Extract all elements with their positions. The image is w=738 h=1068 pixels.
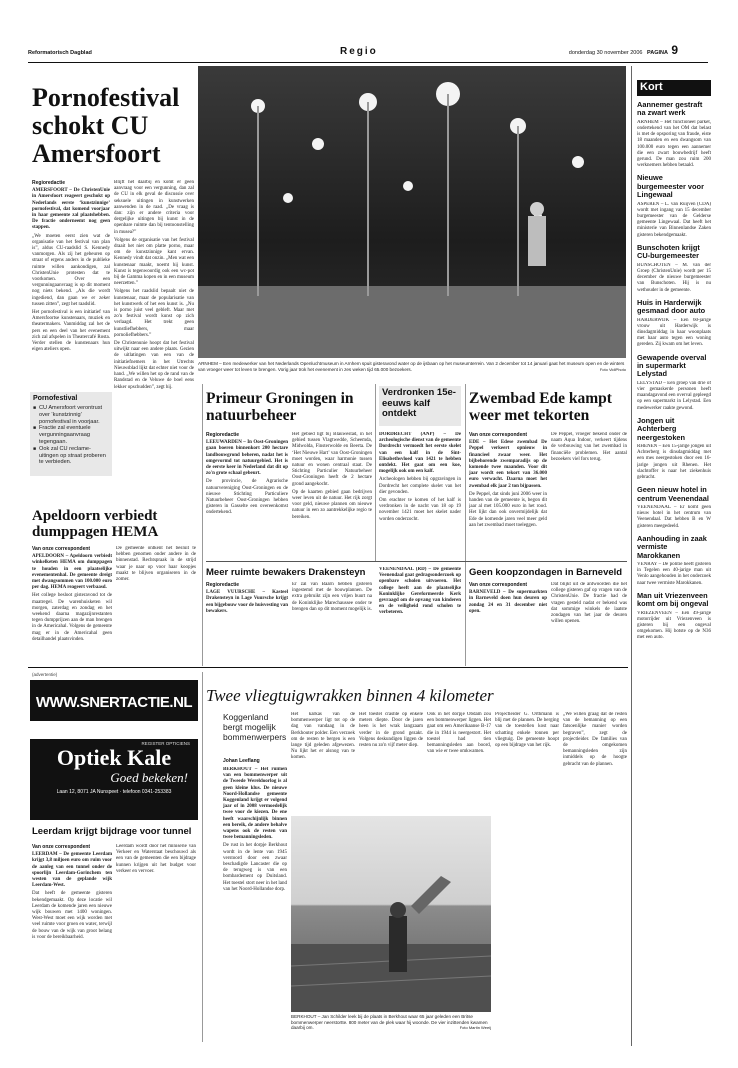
leerdam-col2 (116, 844, 196, 1034)
main-p4: Volgens de organisatie van het festival draait het niet om platte porno, maar om de kunstzinnige kant ervan. Kennedy vindt dat onzin. „Men wat een kunstenaar maakt, noemt hij kunst. Kunst is tegenwoordig ook een wc-pot bij de Gamma kopen en in een museum neerzetten.” (114, 237, 194, 287)
koopzondagen-kicker: Van onze correspondent (469, 582, 528, 588)
leerdam-p2: Leerdam wordt door het miniserie van Verkeer en Waterstaat beschouwd als een van de gemeenten die een bijdrage kunnen krijgen uit het budget voor verkeer en vervoer. (116, 844, 196, 874)
vliegtuig-col3 (359, 712, 423, 812)
leerdam-kicker: Van onze correspondent (32, 844, 91, 850)
kort-item-text: VRIEZENVEEN – Een 49-jarige motorrijder uit Vriezenveen is gisteren bij een ongeval omgekomen. Hij botste op de N36 met een auto. (637, 610, 711, 641)
verdronken-box (379, 386, 461, 426)
kort-item (637, 174, 711, 238)
photo2-caption-text: BERKHOUT – Jan Schilder leek bij de plaats in Berkhout waar 65 jaar geleden een Britse bommenwerper neerstortte. 800 meter van de plek waar hij woonde. De vier inzittenden kwamen daarbij om. (291, 1014, 488, 1031)
photo1-caption-text: ARNHEM – Een medewerker van het Nederlands Openluchtmuseum in Arnhem spuit gisteravond water op de ijsbaan op het museumterrein. Van 2 december tot 14 januari gaat het museum open en de winters van vroeger weer tot leven te brengen. Vorig jaar trok het evenement in zes weken tijd 65.000 bezoekers. (198, 361, 625, 372)
bewakers-kicker: Regioredactie (206, 582, 240, 588)
primeur-lead: LEEUWARDEN – In Oost-Groningen gaan boeren binnenkort 200 hectare landbouwgrond beheren, nadat het is omgevormd tot natuurgebied. Het is de eerste keer in Nederland dat dit op zo'n grote schaal gebeurt. (206, 440, 288, 477)
apeldoorn-p2: De gemeente ontkent het besluit te hebben genomen onder andere in de binnenstad. Rechtspraak in de strijd waar je naar op voor haar koopjes maakt te blijven organiseren in de zomer. (116, 546, 196, 583)
kort-item (637, 417, 711, 481)
zwembad-col1 (469, 432, 547, 556)
photo1-caption (198, 361, 626, 381)
kort-item-text: RHENEN – Een 15-jarige jongen uit Achterberg is dinsdagmiddag met een mes neergestoken door een 16-jarige jongen uit Rhenen. Het slachtoffer is naar het ziekenhuis gebracht. (637, 443, 711, 480)
photo2-caption (291, 1014, 491, 1042)
polder-photo (291, 816, 491, 1012)
koopzondagen-lead: BARNEVELD – De supermarkten in Barneveld doen hun deuren op zondag 24 en 31 december niet open. (469, 590, 547, 614)
koopzondagen-p1: Dat blijkt uit de antwoorden die het college gisteren gaf op vragen van de ChristenUnie. De fractie had de vragen gesteld nadat er bekend was dat sommige winkels de laatste zondagen van het jaar de deuren willen openen. (551, 582, 627, 625)
zwembad-kicker: Van onze correspondent (469, 432, 528, 438)
kort-sidebar (637, 80, 711, 1046)
ice-rink-illustration (198, 66, 626, 358)
vliegtuig-col1 (223, 767, 287, 1047)
zwembad-headline: Zwembad Ede kampt weer met tekorten (469, 390, 612, 424)
vliegtuig-byline: Johan Leeflang (223, 758, 260, 764)
primeur-kicker: Regioredactie (206, 432, 240, 438)
vliegtuig-p6: „We willen graag dat de resten van de bemanning op een fatsoenlijke manier worden begraven”, zegt de projectleider. De families van de omgekomen bemanningsleden zijn inmiddels op de hoogte gebracht van de plannen. (563, 712, 627, 767)
vliegtuig-col2 (291, 712, 355, 812)
infobox (30, 392, 112, 476)
main-article-col1 (32, 180, 110, 390)
advert-site: WWW.SNERTACTIE.NL (35, 694, 193, 711)
kort-item-text: BUNSCHOTEN – M. van der Groep (ChristenUnie) wordt per 15 december de nieuwe burgemeester van Bunschoten. Hij is nu wethouder in de gemeente. (637, 262, 711, 293)
bewakers-p1: Er zal van Baarn hebben gisteren ingestemd met de bouwplannen. De extra gebruikt zijn een vrijen buurt na de Koninklijke Marechaussee onder te brengen dan op dit moment mogelijk is. (292, 582, 372, 612)
date-text: donderdag 30 november 2006 (568, 50, 643, 56)
advert-name: Optiek Kale (56, 745, 172, 770)
infobox-title: Pornofestival (33, 395, 78, 402)
apeldoorn-lead: APELDOORN – Apeldoorn verbiedt winkelketen HEMA om dumppagen te houden in een plaatselijke evenementenhal. De gemeente dreigt met dwangsommen van 100.000 euro per dag. HEMA reageert verbaasd. (32, 554, 112, 591)
zwembad-p1: De Peppel, dat sinds juni 2006 weer in handen van de gemeente is, begon dit jaar al met 105.000 euro in het rood. Het lijkt dan ook onvermijdelijk dat Ede de komende jaren veel meer geld aan het zwembad moet toeleggen. (469, 491, 547, 528)
vliegtuig-p1: De rust in het dorpje Berkhout wordt in de lente van 1945 verstoord door een zwaar beschadigde Lancaster die op de terugweg is van een bombardement op Duitsland. Het toestel stort neer in het land van het Noord-Hollandse dorp. (223, 843, 287, 892)
sidebar-divider (631, 66, 632, 1046)
page-number: 9 (671, 43, 678, 57)
vliegtuig-p2: Het karkas van de bommenwerper ligt tot op de dag van vandaag in de Berkhouter polder. Een verzoek om de resten te bergen is een lange tijd geleden afgewezen. Nu lijkt het er alsnog van te komen. (291, 712, 355, 761)
primeur-col1 (206, 432, 288, 556)
bewakers-col2 (292, 582, 372, 662)
main-p1: „We moeten eerst zien wat de organisatie van het festival van plan is”, aldus CU-raadslid S. Kennedy vanmorgen. Als zij het gebeuren op straat of ergens anders in de publieke ruimte willen aankondigen, zal ChristenUnie protesten dat te voorkomen. Over een vergunningaanvraag is op dit moment nog niets bekend. „Als die wordt ingediend, dan gaan we er zeker tussen zitten”, zegt het raadslid. (32, 233, 110, 307)
kort-item-text: VENRAY – De politie heeft gisteren in Tegelen een 40-jarige man uit Venlo aangehouden in het onderzoek naar twee vermiste Marokkanen. (637, 562, 711, 586)
kort-item-text: HARDERWIJK – Een 60-jarige vrouw uit Harderwijk is dinsdagmiddag in haar woonplaats met haar auto tegen een woning gereden. Zij kwam om het leven. (637, 317, 711, 348)
page-label: PAGINA (647, 50, 668, 56)
column-divider (202, 672, 203, 1042)
main-p5: Volgens het raadslid bepaalt niet de kunstenaar, maar de popularisatie van het kunstwerk of het een kunst is. „Nu is porno juist veel gebleft. Maar met zo'n festival wordt kunst op zich verlaagd. Het trekt geen kunstliefhebbers, maar pornoliefhebbers.” (114, 289, 194, 338)
main-lead: AMERSFOORT – De ChristenUnie in Amersfoort reageert geschokt op Nederlands eerste ‘kunstzinnige’ pornofestival, dat komend voorjaar in haar gemeente zal plaatshebben. De fractie onderneemt nog geen stappen. (32, 188, 110, 231)
vliegtuig-lead: BERKHOUT – Het ruimen van een bommenwerper uit de Tweede Wereldoorlog is al geen kleine klus. De nieuwe Noord-Hollandse gemeente Koggenland krijgt er volgend jaar of in 2008 vermoedelijk twee voor de kiezen. De ene heeft waarschijnlijk binnen een bereik, de andere behalve wapens ook de resten van twee bemanningsleden. (223, 767, 287, 841)
main-kicker: Regioredactie (32, 180, 66, 186)
verdronken-p2: Om erachter te komen of het kalf is verdronken in de nacht van 18 op 19 november 1421 moet het skelet nader worden onderzocht. (379, 498, 461, 522)
vliegtuig-headline: Twee vliegtuigwrakken binnen 4 kilometer (206, 686, 494, 705)
advert-address: Laan 12, 8071 JA Nunspeet · telefoon 0341-253383 (56, 789, 172, 795)
leerdam-p1: Dat heeft de gemeente gisteren bekendgemaakt. Op deze locatie wil Leerdam de komende jaren een nieuwe wijk bouwen met 1400 woningen. West-West moet een wijk worden met veel ruimte voor groen en water, terwijl de bouw van de wijk van groot belang is voor de bereikbaarheid. (32, 891, 112, 940)
kort-header (637, 80, 711, 96)
kort-item (637, 244, 711, 294)
advert-opticiens: REGISTER OPTICIENS (141, 741, 190, 746)
vliegtuig-col4 (427, 712, 491, 812)
vliegtuig-col6 (563, 712, 627, 1032)
bewakers-lead: LAGE VUURSCHE – Kasteel Drakensteyn in Lage Vuursche krijgt een bijgebouw voor de huisvesting van bewakers. (206, 590, 288, 614)
primeur-col2 (292, 432, 372, 556)
koopzondagen-col2 (551, 582, 627, 662)
kort-item-text: ARNHEM – Het functioneel parket, ondertekend van het OM dat belast is met de opsporing van fraude, eiste 18 maanden en een dwangsom van 100.000 euro tegen een aannemer die een zwart bouwbedrijf heeft gerund. De man zou ruim 200 werknemers hebben betaald. (637, 119, 711, 169)
kort-item-text: LELYSTAD – Een groep van drie of vier gemaskerde personen heeft maandagavond een overval gepleegd op een supermarkt in Lelystad. Een medewerker raakte gewond. (637, 380, 711, 411)
kort-item-heading: Nieuwe burgemeester voor Lingewaal (637, 173, 704, 200)
advertisement (30, 680, 198, 820)
primeur-p2: Het gebied ligt bij Blauwestad, in het gebied tussen Vlagtwedde, Scheemda, Midwolda, Finsterwolde en Beerta. De ‘Het Nieuwe Hart’ van Oost-Groningen moet worden, waar harmonie tussen natuur en wonen centraal staat. De Stichting Particulier Natuurbeheer Oost-Groningen heeft de 2 hectare grond aangekocht. (292, 432, 372, 487)
apeldoorn-col1 (32, 546, 112, 658)
header-date (569, 50, 668, 56)
column-divider (465, 384, 466, 666)
bewakers-headline: Meer ruimte bewakers Drakensteyn (206, 567, 366, 578)
vliegtuig-deck: Koggenland bergt mogelijk bommenwerpers (223, 712, 287, 742)
main-p6: De Christenunie hoopt dat het festival uitwijkt naar een andere plaats. Gezien de uitlatingen van een van de initiatiefnemers in het Utrechts Nieuwsblad lijkt dat echter niet voor de hand. „We willen het op de rand van de Randstad en de Veluwe de boel eens lekker opschudden”, zegt hij. (114, 341, 194, 390)
kort-item (637, 486, 711, 530)
kort-item-heading: Huis in Harderwijk gesmaad door auto (637, 297, 706, 316)
masthead-left: Reformatorisch Dagblad (28, 50, 92, 56)
advert-slogan: Goed bekeken! (110, 770, 188, 785)
infobox-item: ■ Ook zal CU reclame-uitingen op straat proberen te verbieden. (33, 446, 109, 466)
kort-item-heading: Geen nieuw hotel in centrum Veenendaal (637, 485, 709, 503)
bewakers-col1 (206, 582, 288, 662)
polder-illustration (291, 816, 491, 1012)
kort-title: Kort (640, 81, 663, 93)
kort-item-heading: Aannemer gestraft na zwart werk (637, 100, 703, 118)
kort-item (637, 535, 711, 587)
apeldoorn-headline: Apeldoorn verbiedt dumppagen HEMA (32, 508, 159, 540)
kort-item-text: ASPEREN – L. van Ruijven (CDA) wordt met ingang van 15 december burgemeester van de Gelderse gemeente Lingewaal. Dat heeft het ministerie van Binnenlandse Zaken gisteren bekendgemaakt. (637, 201, 711, 238)
kort-item-text: VEENENDAAL – Er komt geen nieuw hotel in het centrum van Veenendaal. Dat hebben B en W gisteren meegedeeld. (637, 505, 711, 529)
apeldoorn-p1: Het college besloot gisteravond tot de maatregel. De warenhuisketen wil morgen, zaterdag en zondag en het weekend daarna magazijnrestanten tegen dumpprijzen aan de man brengen in de Americahal. Volgens de gemeente mag er in de Americahal geen detailhandel plaatsvinden. (32, 593, 112, 642)
verdronken-lead: DORDRECHT (ANP) – De archeologische dienst van de gemeente Dordrecht vermoedt het eerste skelet van een kalf in de Sint-Elisabethsvloed van 1421 te hebben ontdekt. Het gaat om een koe, mogelijk ook om een kalf. (379, 432, 461, 475)
main-p2: Het pornofestival is een initiatief van Amersfoortse kunstenaars, muziek en theatermakers. Vanmiddag zal het de pers en een deel van het evenement zich zal afspelen in Theatercafé Rosta. Verder stellen de kunstenaars hun eigen ateliers open. (32, 310, 110, 353)
primeur-headline: Primeur Groningen in natuurbeheer (206, 390, 354, 424)
verdronken-text (379, 432, 461, 556)
vliegtuig-p5: Projectleider G. Orthmann is blij met de plannen. De berging van de toestellen kost naar schatting enkele tonnen per vliegtuig. De gemeente hoopt op een bijdrage van het rijk. (495, 712, 559, 749)
veenendaal-lead: VEENENDAAL (RD) – De gemeente Veenendaal gaat gedragsonderzoek op openbare scholen uitvoeren. Het college heeft aan de plaatselijke Koninklijke Gereformeerde Kerk gevraagd om de opvang van kinderen en de veiligheid rond scholen te verbeteren. (379, 567, 461, 616)
primeur-p1: De provincie, de Agrarische natuurvereniging Oost-Groningen en de nieuwe Stichting Particuliere Natuurbeheer Oost-Groningen hebben gisteren in Gasselte een overeenkomst ondertekend. (206, 479, 288, 516)
kort-item (637, 101, 711, 169)
leerdam-col1 (32, 844, 112, 1034)
zwembad-lead: EDE – Het Edese zwembad De Peppel verkeert opnieuw in financieel zwaar weer. Het bijbehorende zwemparadijs op de komende twee maanden. Voor dit jaar wordt een tekort van 36.000 euro verwacht. Daarna moet het zwembad elk jaar 2 ton bijpassen. (469, 440, 547, 489)
section-rule (28, 667, 628, 668)
header-rule (28, 62, 708, 63)
leerdam-headline: Leerdam krijgt bijdrage voor tunnel (32, 826, 192, 837)
kort-item (637, 299, 711, 349)
leerdam-lead: LEERDAM – De gemeente Leerdam krijgt 3,8 miljoen euro om ruim voor de aanleg van een tunnel onder de spoorlijn Leerdam-Gorinchem ten westen van de geplande wijk Leerdam-West. (32, 852, 112, 889)
apeldoorn-col2 (116, 546, 196, 658)
kort-item-heading: Jongen uit Achterberg neergestoken (637, 415, 686, 442)
section-rule (206, 561, 627, 562)
main-headline: Pornofestival schokt CU Amersfoort (32, 83, 180, 168)
verdronken-p1: Archeologen hebben bij opgravingen in Dordrecht het complete skelet van het dier gevonden. (379, 477, 461, 495)
kort-item (637, 354, 711, 412)
photo1-credit: Foto VidiPhoto (599, 366, 626, 372)
apeldoorn-kicker: Van onze correspondent (32, 546, 91, 552)
primeur-p3: Op de kaarten gebied gaan bedrijven weer leven uit de natuur. Het rijk zorgt voor geld, nieuwe plannen om nieuwe natuur in een zo aantrekkelijke regio te bereiken. (292, 489, 372, 520)
kort-item-heading: Aanhouding in zaak vermiste Marokkanen (637, 533, 707, 560)
column-divider (202, 384, 203, 666)
main-p3: Blijft het daarbij en komt er geen aanvraag voor een vergunning, dan zal de CU in elk geval de discussie over seksuele uitingen in kunstwerken aanwenden in de raad. „De vraag is dan: zijn er andere criteria voor dergelijke uitingen bij kunst in de openbare ruimte dan bij tentoonstelling in musea?” (114, 180, 194, 235)
kort-item-heading: Man uit Vriezenveen komt om bij ongeval (637, 590, 709, 609)
koopzondagen-headline: Geen koopzondagen in Barneveld (469, 567, 623, 578)
kort-item (637, 592, 711, 642)
column-divider (375, 384, 376, 562)
photo2-credit: Foto Martin Weeij (459, 1025, 491, 1031)
kort-item-heading: Bunschoten krijgt CU-burgemeester (637, 242, 700, 261)
main-article-col2 (114, 180, 194, 470)
advert-tag: (advertentie) (32, 672, 58, 677)
vliegtuig-p4: Ook in het dorpje Obdam zou een bommenwerper liggen. Het gaat om een Amerikaanse B-17 die in 1944 is neergestort. Het toestel had tien bemanningsleden aan boord, van wie er twee omkwamen. (427, 712, 491, 755)
advert-divider (30, 721, 198, 739)
infobox-item: ■ CU Amersfoort verontrust over ‘kunstzinnig’ pornofestival in voorjaar. (33, 405, 109, 425)
veenendaal-text (379, 567, 461, 662)
zwembad-p2: De Peppel, vroeger bekend onder de naam Aqua Indoor, verkeert tijdens de verbouwing van het zwembad in financiële problemen. Het aantal bezoekers viel fors terug. (551, 432, 627, 462)
zwembad-col2 (551, 432, 627, 556)
section-title: Regio (340, 46, 378, 57)
infobox-item: ■ Fractie zal eventuele vergunningaanvraag tegengaan. (33, 425, 109, 445)
verdronken-headline: Verdronken 15e-eeuws kalf ontdekt (382, 387, 456, 419)
koopzondagen-col1 (469, 582, 547, 662)
ice-rink-photo (198, 66, 626, 358)
vliegtuig-p3: Het toestel crashte op enkele meters diepte. Door de jaren heen is het wrak langzaam verder in de grond gezakt. Volgens deskundigen liggen de resten nu zo'n vijf meter diep. (359, 712, 423, 749)
vliegtuig-col5 (495, 712, 559, 1032)
kort-item-heading: Gewapende overval in supermarkt Lelystad (637, 352, 707, 379)
